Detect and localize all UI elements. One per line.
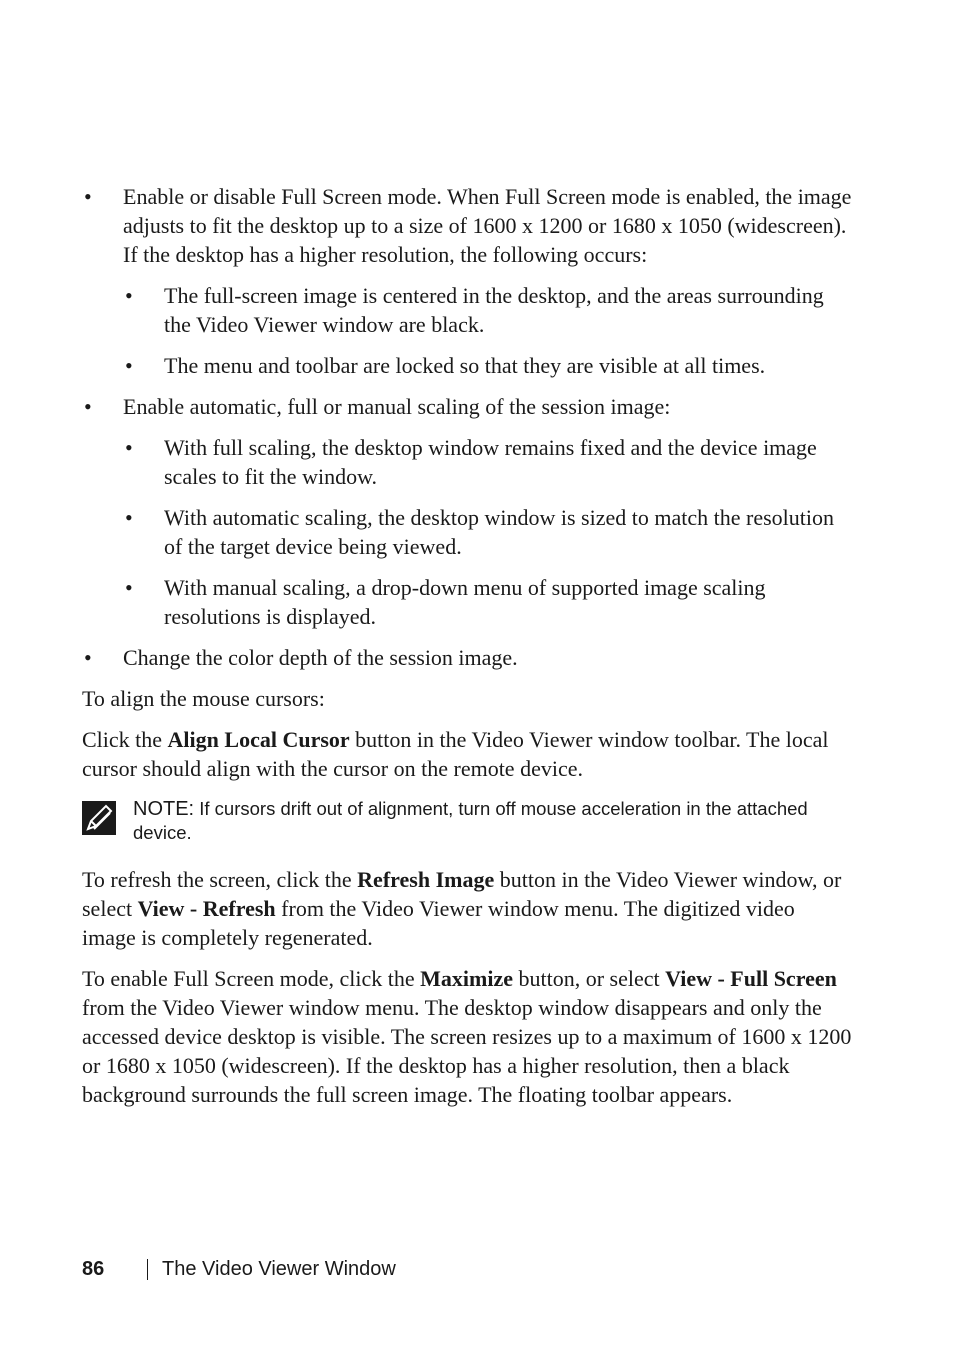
sub-bullet bbox=[82, 503, 852, 561]
bullet-text: With full scaling, the desktop window remains fixed and the device image scales to fit the window. bbox=[164, 435, 817, 489]
bullet-text: With automatic scaling, the desktop window is sized to match the resolution of the target device being viewed. bbox=[164, 505, 834, 559]
sub-bullet bbox=[82, 433, 852, 491]
bullet-color-depth bbox=[82, 643, 852, 672]
bullet-marker: • bbox=[125, 575, 133, 600]
bullet-text: The full-screen image is centered in the desktop, and the areas surrounding the Video Viewer window are black. bbox=[164, 283, 824, 337]
bullet-text: The menu and toolbar are locked so that they are visible at all times. bbox=[164, 353, 766, 378]
bullet-marker: • bbox=[125, 505, 133, 530]
fullscreen-paragraph bbox=[82, 964, 852, 1109]
bullet-text: Enable or disable Full Screen mode. When Full Screen mode is enabled, the image adjusts to fit the desktop up to a size of 1600 x 1200 or 1680 x 1050 (widescreen). If the desktop has a higher resolution, the following occurs: bbox=[123, 184, 852, 267]
ui-term: Align Local Cursor bbox=[167, 727, 350, 752]
text-run: button in the Video Viewer window, or select bbox=[82, 867, 842, 921]
bullet-marker: • bbox=[84, 645, 92, 670]
document-body bbox=[82, 182, 852, 1121]
text-run: To enable Full Screen mode, click the bbox=[82, 966, 421, 991]
ui-term: View - Full Screen bbox=[665, 966, 837, 991]
text-run: from the Video Viewer window menu. The digitized video image is completely regenerated. bbox=[82, 896, 795, 950]
align-intro: To align the mouse cursors: bbox=[82, 686, 325, 711]
text-run: from the Video Viewer window menu. The desktop window disappears and only the accessed device desktop is visible. The screen resizes up to a maximum of 1600 x 1200 or 1680 x 1050 (widescreen). If the desktop has a higher resolution, then a black background surrounds the full screen image. The floating toolbar appears. bbox=[82, 995, 852, 1107]
text-run: button in the Video Viewer window toolbar. The local cursor should align with the cursor on the remote device. bbox=[82, 727, 829, 781]
note-text: If cursors drift out of alignment, turn off mouse acceleration in the attached device. bbox=[133, 798, 808, 843]
bullet-marker: • bbox=[125, 435, 133, 460]
note-pencil-icon bbox=[82, 801, 116, 835]
bullet-marker: • bbox=[125, 353, 133, 378]
page-number: 86 bbox=[82, 1258, 105, 1280]
bullet-marker: • bbox=[84, 394, 92, 419]
note-callout bbox=[82, 797, 852, 845]
refresh-paragraph bbox=[82, 865, 852, 952]
note-label: NOTE: bbox=[133, 798, 195, 820]
bullet-text: With manual scaling, a drop-down menu of supported image scaling resolutions is displayed. bbox=[164, 575, 766, 629]
text-run: Click the bbox=[82, 727, 168, 752]
align-paragraph bbox=[82, 725, 852, 783]
footer-divider bbox=[147, 1259, 148, 1280]
sub-bullet bbox=[82, 351, 852, 380]
bullet-text: Enable automatic, full or manual scaling of the session image: bbox=[123, 394, 671, 419]
ui-term: Maximize bbox=[420, 966, 513, 991]
footer-section-title: The Video Viewer Window bbox=[162, 1258, 396, 1280]
ui-term: View - Refresh bbox=[137, 896, 276, 921]
bullet-marker: • bbox=[84, 184, 92, 209]
sub-bullet bbox=[82, 573, 852, 631]
ui-term: Refresh Image bbox=[357, 867, 495, 892]
sub-bullet bbox=[82, 281, 852, 339]
bullet-scaling bbox=[82, 392, 852, 421]
text-run: button, or select bbox=[513, 966, 666, 991]
text-run: To refresh the screen, click the bbox=[82, 867, 358, 892]
bullet-full-screen bbox=[82, 182, 852, 269]
bullet-marker: • bbox=[125, 283, 133, 308]
bullet-text: Change the color depth of the session image. bbox=[123, 645, 518, 670]
